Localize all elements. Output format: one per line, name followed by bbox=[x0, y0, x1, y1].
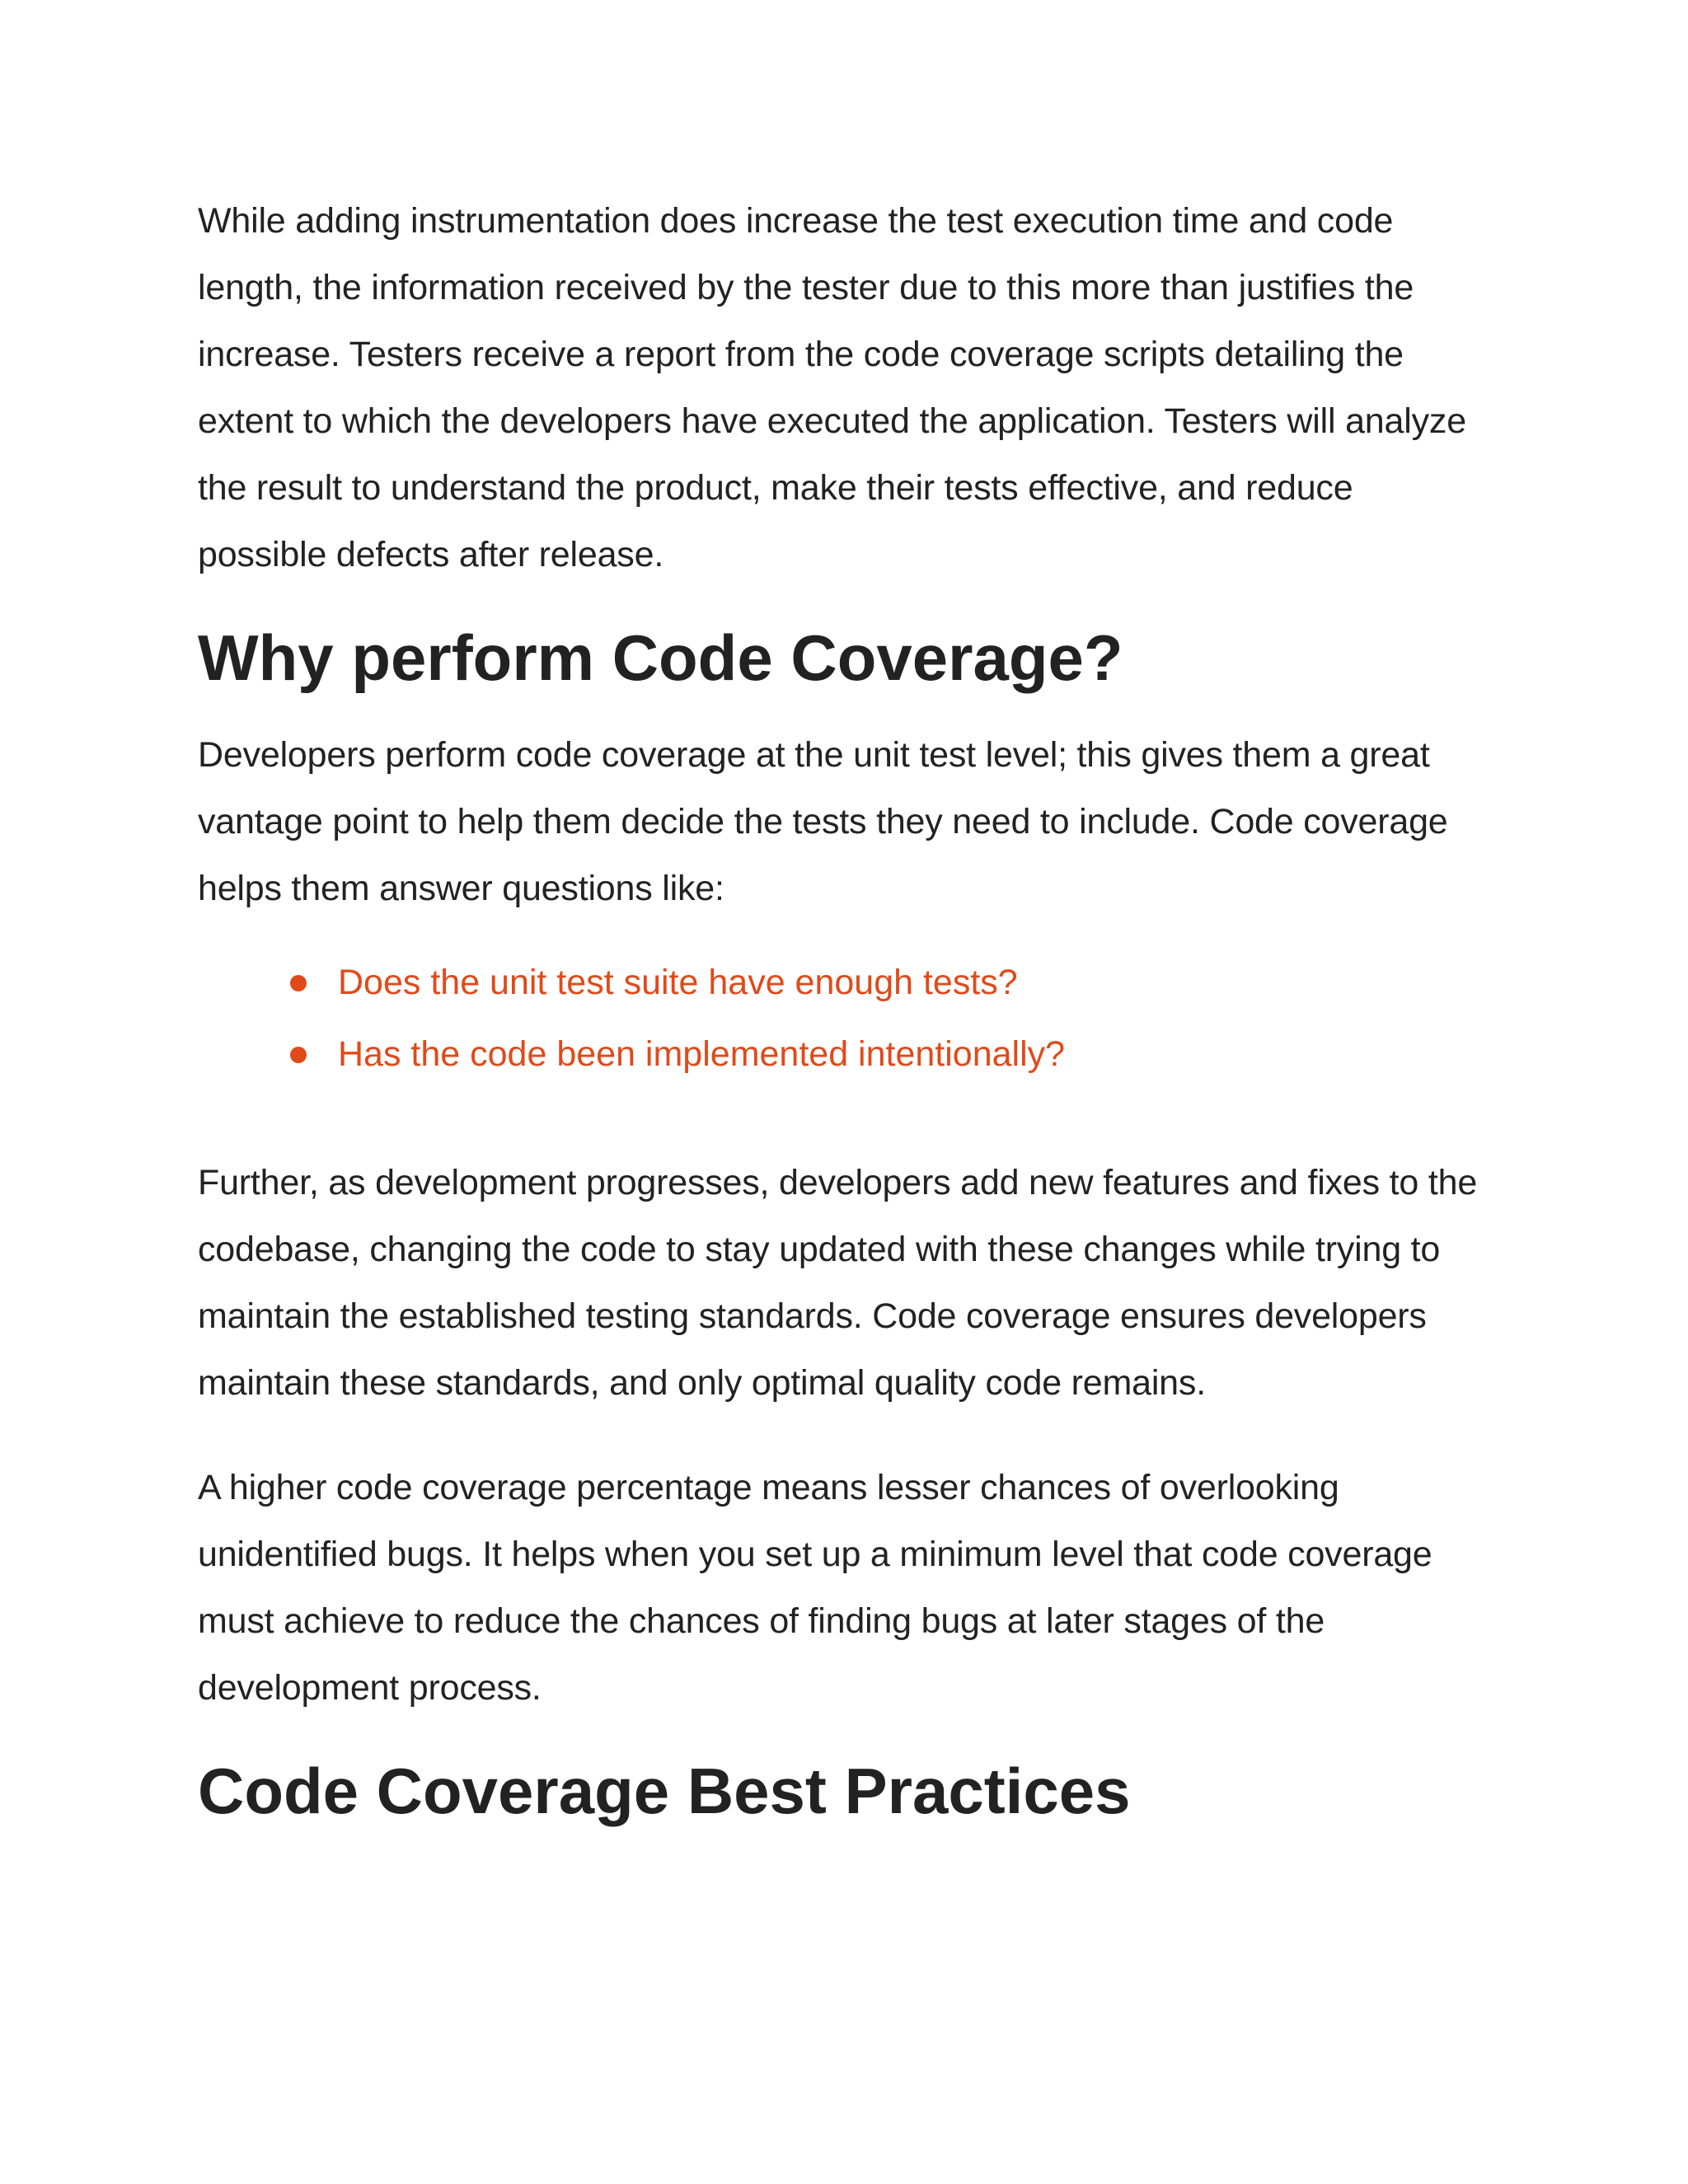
list-item bbox=[290, 947, 1484, 1019]
bullet-icon bbox=[290, 975, 307, 991]
why-heading: Why perform Code Coverage? bbox=[198, 621, 1123, 694]
question-text: Has the code been implemented intentionally? bbox=[338, 1034, 1066, 1074]
why-paragraph-3: A higher code coverage percentage means lesser chances of overlooking unidentified bugs. It helps when you set up a minimum level that code coverage must achieve to reduce the chances of finding bugs at later stages of the development process. bbox=[198, 1468, 1432, 1708]
list-item bbox=[290, 1019, 1484, 1090]
why-paragraph-2: Further, as development progresses, developers add new features and fixes to the codebase, changing the code to stay updated with these changes while trying to maintain the established testing standards. Code coverage ensures developers maintain these standards, and only optimal quality code remains. bbox=[198, 1163, 1478, 1403]
bullet-icon bbox=[290, 1047, 307, 1063]
best-practices-heading: Code Coverage Best Practices bbox=[198, 1755, 1131, 1827]
why-paragraph-1: Developers perform code coverage at the unit test level; this gives them a great vantage point to help them decide the tests they need to include. Code coverage helps them answer questions like: bbox=[198, 735, 1448, 908]
intro-paragraph: While adding instrumentation does increase the test execution time and code length, the information received by the tester due to this more than justifies the increase. Testers receive a report from the code coverage scripts detailing the extent to which the developers have executed the application. Testers will analyze the result to understand the product, make their tests effective, and reduce possible defects after release. bbox=[198, 201, 1466, 574]
question-text: Does the unit test suite have enough tests? bbox=[338, 963, 1018, 1002]
questions-list bbox=[198, 947, 1484, 1090]
document-page bbox=[198, 188, 1484, 1855]
